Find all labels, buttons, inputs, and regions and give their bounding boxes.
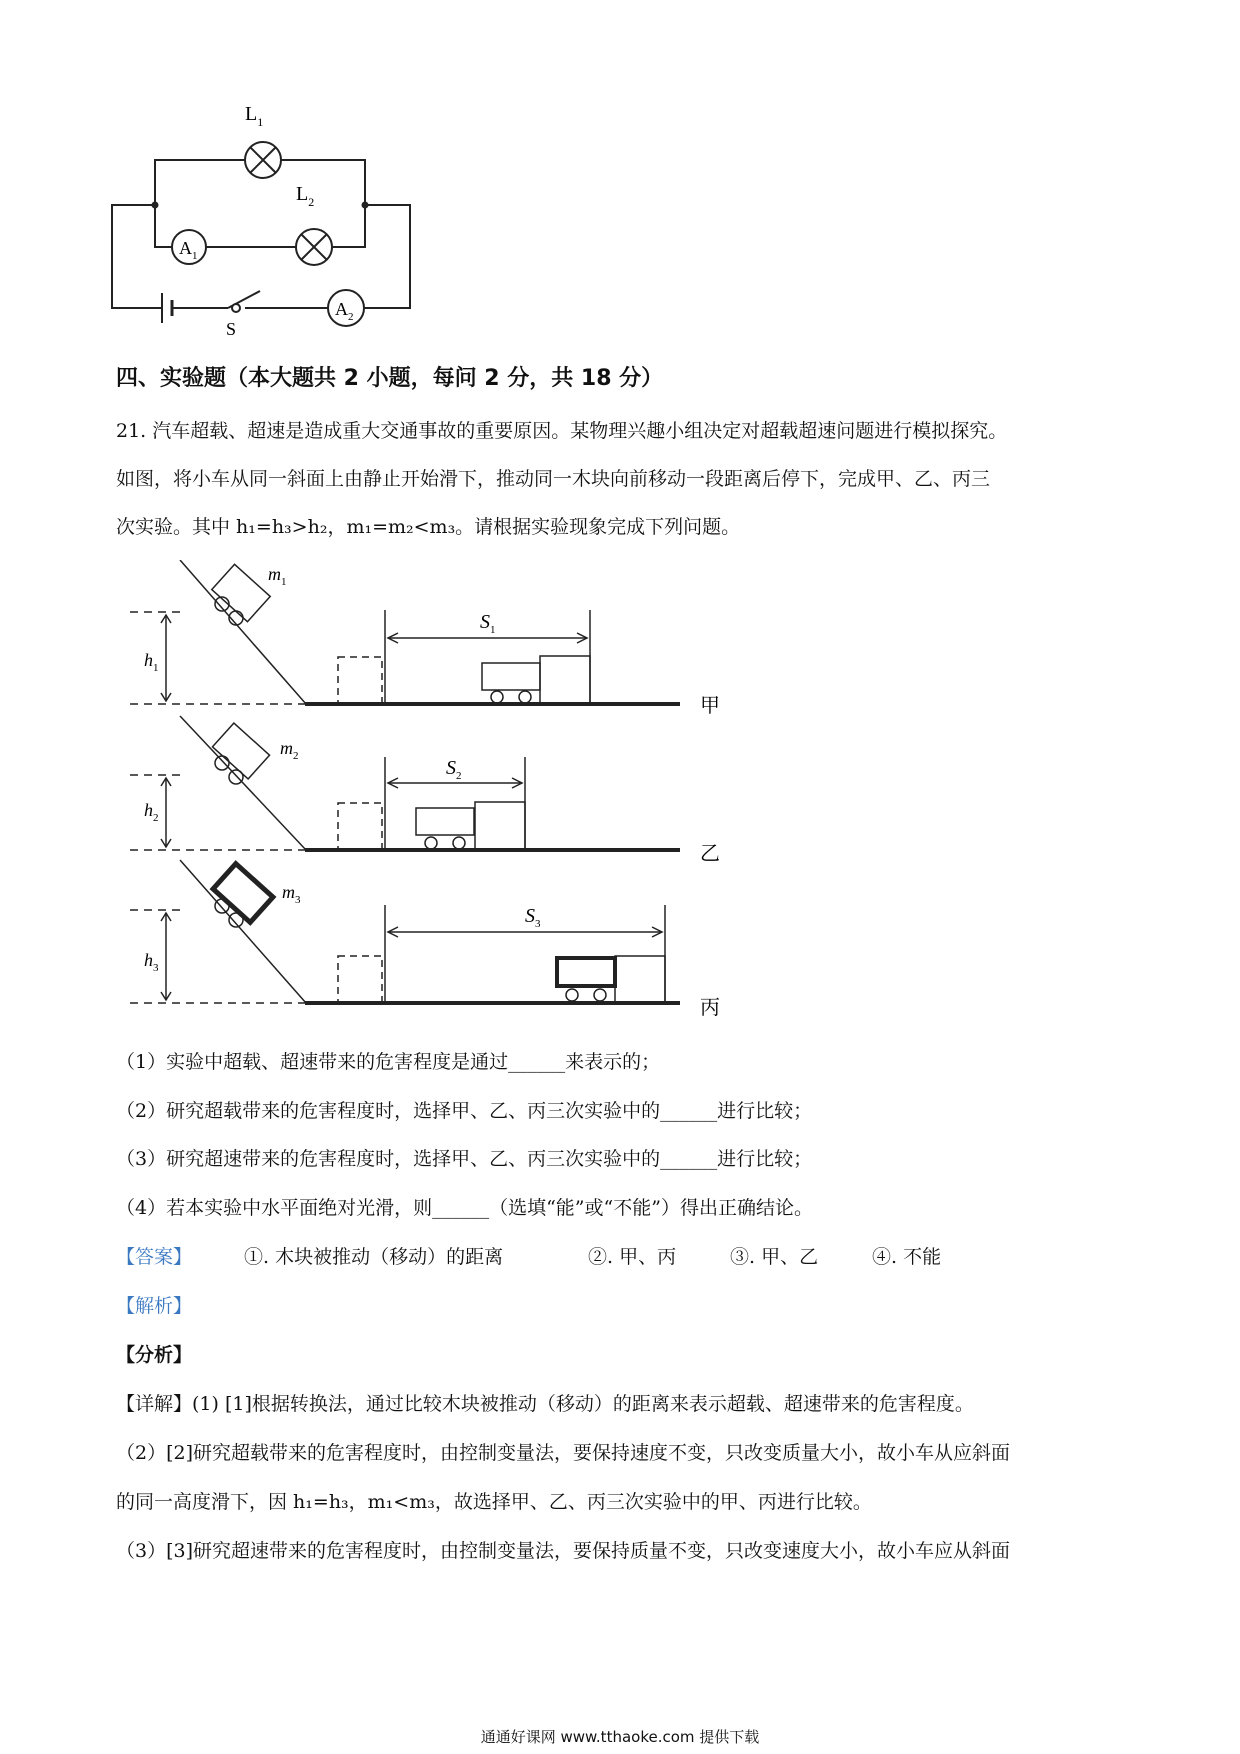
answer-row bbox=[116, 1244, 1016, 1270]
mass-label-2: $m_2$ bbox=[280, 738, 299, 762]
mass-label-1: $m_1$ bbox=[268, 564, 287, 588]
row-label-bing: 丙 bbox=[700, 997, 720, 1019]
detail-line-1: 【详解】(1) [1]根据转换法，通过比较木块被推动（移动）的距离来表示超载、超速带来的危害程度。 bbox=[116, 1393, 974, 1415]
label-l2: $L_2$ bbox=[296, 183, 315, 209]
answer-label: 【答案】 bbox=[116, 1246, 193, 1268]
distance-label-1: $S_1$ bbox=[480, 611, 496, 636]
answer-item-1: ①. 木块被推动（移动）的距离 bbox=[244, 1246, 504, 1268]
question-line-2: 如图，将小车从同一斜面上由静止开始滑下，推动同一木块向前移动一段距离后停下，完成甲、乙、丙三 bbox=[116, 468, 991, 490]
question-line-1: 21. 汽车超载、超速是造成重大交通事故的重要原因。某物理兴趣小组决定对超载超速问题进行模拟探究。 bbox=[116, 420, 1008, 442]
height-label-1: $h_1$ bbox=[144, 650, 159, 674]
detail-line-4: （3）[3]研究超速带来的危害程度时，由控制变量法，要保持质量不变，只改变速度大小，故小车应从斜面 bbox=[116, 1540, 1011, 1562]
circuit-diagram bbox=[100, 95, 430, 345]
subquestion-2: （2）研究超载带来的危害程度时，选择甲、乙、丙三次实验中的______进行比较； bbox=[116, 1100, 813, 1122]
height-label-3: $h_3$ bbox=[144, 950, 159, 974]
label-l1: $L_1$ bbox=[245, 103, 264, 129]
detail-line-3: 的同一高度滑下，因 h₁=h₃，m₁<m₃，故选择甲、乙、丙三次实验中的甲、丙进行比较。 bbox=[116, 1491, 872, 1513]
label-a1: $A_1$ bbox=[179, 238, 198, 262]
experiment-figure bbox=[130, 560, 750, 1040]
label-a2: $A_2$ bbox=[335, 299, 354, 323]
distance-label-3: $S_3$ bbox=[525, 905, 541, 930]
distance-label-2: $S_2$ bbox=[446, 757, 462, 782]
question-line-3: 次实验。其中 h₁=h₃>h₂，m₁=m₂<m₃。请根据实验现象完成下列问题。 bbox=[116, 516, 741, 538]
row-label-jia: 甲 bbox=[700, 695, 720, 717]
section-title: 四、实验题（本大题共 2 小题，每问 2 分，共 18 分） bbox=[116, 366, 664, 391]
row-label-yi: 乙 bbox=[700, 843, 720, 865]
subquestion-3: （3）研究超速带来的危害程度时，选择甲、乙、丙三次实验中的______进行比较； bbox=[116, 1148, 813, 1170]
answer-item-3: ③. 甲、乙 bbox=[730, 1246, 819, 1268]
height-label-2: $h_2$ bbox=[144, 800, 159, 824]
footer-text: 通通好课网 www.tthaoke.com 提供下载 bbox=[480, 1728, 760, 1746]
answer-item-2: ②. 甲、丙 bbox=[588, 1246, 677, 1268]
analysis-label: 【解析】 bbox=[116, 1295, 193, 1317]
subquestion-4: （4）若本实验中水平面绝对光滑，则______（选填“能”或“不能”）得出正确结论。 bbox=[116, 1197, 813, 1219]
junction-right bbox=[362, 202, 369, 209]
junction-left bbox=[152, 202, 159, 209]
mass-label-3: $m_3$ bbox=[282, 882, 301, 906]
fenxi-label: 【分析】 bbox=[116, 1344, 193, 1366]
answer-item-4: ④. 不能 bbox=[872, 1246, 942, 1268]
subquestion-1: （1）实验中超载、超速带来的危害程度是通过______来表示的； bbox=[116, 1051, 661, 1073]
label-s: S bbox=[226, 319, 237, 339]
detail-line-2: （2）[2]研究超载带来的危害程度时，由控制变量法，要保持速度不变，只改变质量大小，故小车从应斜面 bbox=[116, 1442, 1011, 1464]
